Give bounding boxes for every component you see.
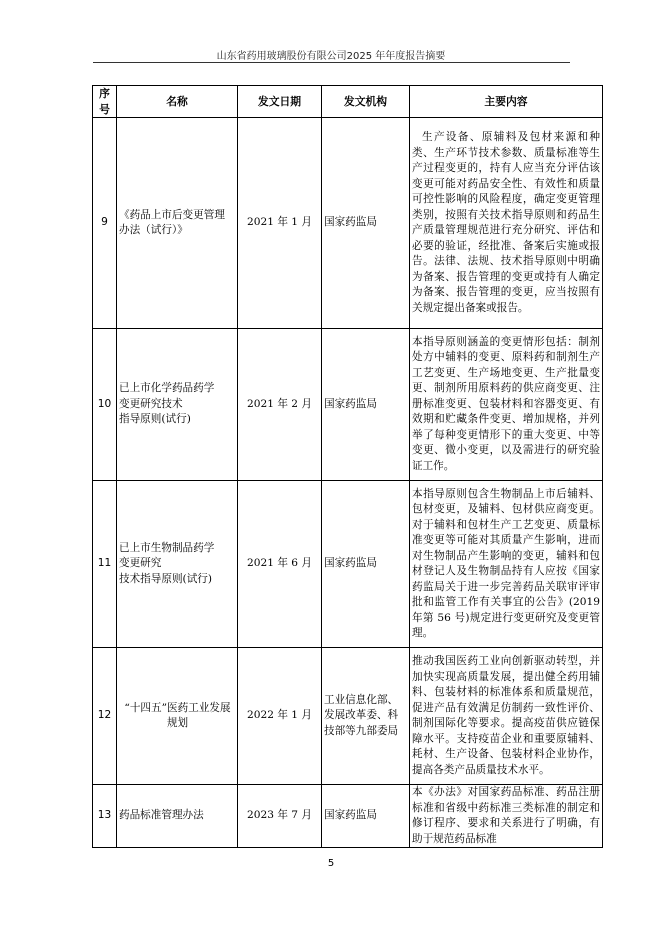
row-content: 本指导原则包含生物制品上市后辅料、包材变更，及辅料、包材供应商变更。对于辅料和包材生产工艺变更、质量标准变更等可能对其质量产生影响，进而对生物制品产生影响的变更，辅料和包材登记人及生物制品持有人应按《国家药监局关于进一步完善药品关联审评审批和监管工作有关事宜的公告》(2019 年第 56 号)规定进行变更研究及变更管理。 xyxy=(410,481,603,648)
row-name: 已上市生物制品药学 变更研究 技术指导原则(试行) xyxy=(117,481,238,648)
table-row xyxy=(93,329,603,481)
row-seq: 13 xyxy=(93,785,117,848)
page-number: 5 xyxy=(327,858,335,869)
row-org: 国家药监局 xyxy=(322,118,410,329)
row-date: 2021 年 2 月 xyxy=(238,329,322,481)
header-content: 主要内容 xyxy=(410,86,603,118)
row-name: 药品标准管理办法 xyxy=(117,785,238,848)
header-date: 发文日期 xyxy=(238,86,322,118)
table-row xyxy=(93,648,603,785)
regulation-table xyxy=(92,85,603,848)
row-name: “十四五”医药工业发展规划 xyxy=(117,648,238,785)
table-header-row xyxy=(93,86,603,118)
header-rule xyxy=(93,62,570,63)
row-seq: 12 xyxy=(93,648,117,785)
table-row xyxy=(93,481,603,648)
page-header: 山东省药用玻璃股份有限公司2025 年年度报告摘要 xyxy=(216,51,446,62)
row-org: 国家药监局 xyxy=(322,481,410,648)
row-name: 《药品上市后变更管理办法（试行）》 xyxy=(117,118,238,329)
row-date: 2022 年 1 月 xyxy=(238,648,322,785)
row-org: 国家药监局 xyxy=(322,785,410,848)
row-date: 2021 年 6 月 xyxy=(238,481,322,648)
table-row xyxy=(93,785,603,848)
row-seq: 11 xyxy=(93,481,117,648)
row-seq: 9 xyxy=(93,118,117,329)
table-row xyxy=(93,118,603,329)
header-name: 名称 xyxy=(117,86,238,118)
row-content: 生产设备、原辅料及包材来源和种类、生产环节技术参数、质量标准等生产过程变更的，持有人应当充分评估该变更可能对药品安全性、有效性和质量可控性影响的风险程度，确定变更管理类别，按照有关技术指导原则和药品生产质量管理规范进行充分研究、评估和必要的验证，经批准、备案后实施或报告。法律、法规、技术指导原则中明确为备案、报告管理的变更或持有人确定为备案、报告管理的变更，应当按照有关规定提出备案或报告。 xyxy=(410,118,603,329)
row-org: 国家药监局 xyxy=(322,329,410,481)
row-seq: 10 xyxy=(93,329,117,481)
header-org: 发文机构 xyxy=(322,86,410,118)
row-content: 本《办法》对国家药品标准、药品注册标准和省级中药标准三类标准的制定和修订程序、要求和关系进行了明确，有助于规范药品标准 xyxy=(410,785,603,848)
row-name: 已上市化学药品药学 变更研究技术 指导原则(试行) xyxy=(117,329,238,481)
row-content: 推动我国医药工业向创新驱动转型，并加快实现高质量发展，提出健全药用辅料、包装材料的标准体系和质量规范，促进产品有效满足仿制药一致性评价、制剂国际化等要求。提高疫苗供应链保障水平。支持疫苗企业和重要原辅料、耗材、生产设备、包装材料企业协作，提高各类产品质量技术水平。 xyxy=(410,648,603,785)
row-date: 2021 年 1 月 xyxy=(238,118,322,329)
row-date: 2023 年 7 月 xyxy=(238,785,322,848)
row-org: 工业信息化部、发展改革委、科技部等九部委局 xyxy=(322,648,410,785)
row-content: 本指导原则涵盖的变更情形包括：制剂处方中辅料的变更、原料药和制剂生产工艺变更、生产场地变更、生产批量变更、制剂所用原料药的供应商变更、注册标准变更、包装材料和容器变更、有效期和贮藏条件变更、增加规格，并列举了每种变更情形下的重大变更、中等变更、微小变更，以及需进行的研究验证工作。 xyxy=(410,329,603,481)
header-seq: 序号 xyxy=(93,86,117,118)
